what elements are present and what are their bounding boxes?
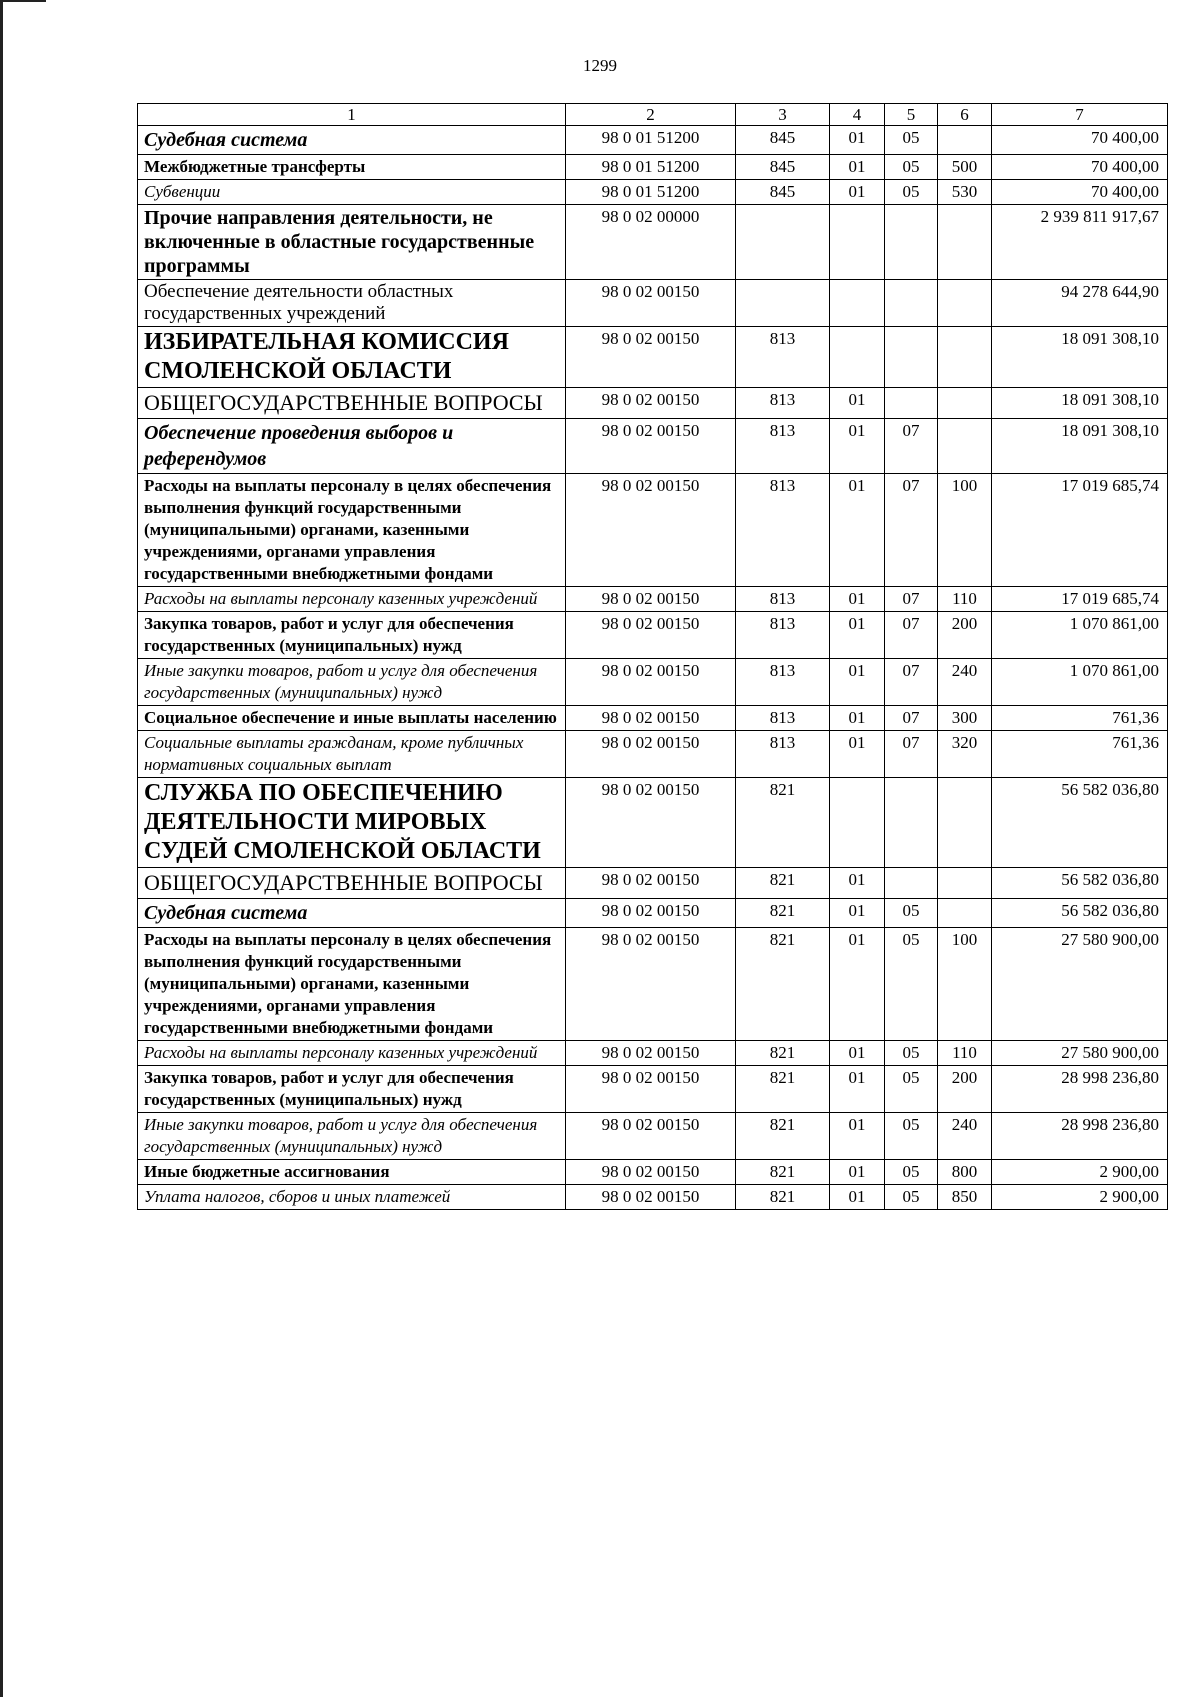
row-section-code: 01 bbox=[830, 868, 885, 899]
row-description: СЛУЖБА ПО ОБЕСПЕЧЕНИЮ ДЕЯТЕЛЬНОСТИ МИРОВЫХ СУДЕЙ СМОЛЕНСКОЙ ОБЛАСТИ bbox=[138, 778, 566, 868]
row-section-code: 01 bbox=[830, 731, 885, 778]
row-subsection-code bbox=[885, 778, 938, 868]
row-subsection-code: 07 bbox=[885, 587, 938, 612]
row-section-code: 01 bbox=[830, 612, 885, 659]
row-amount: 2 939 811 917,67 bbox=[992, 205, 1168, 280]
row-description: Иные закупки товаров, работ и услуг для обеспечения государственных (муниципальных) нужд bbox=[138, 659, 566, 706]
row-amount: 2 900,00 bbox=[992, 1185, 1168, 1210]
row-target-article: 98 0 02 00150 bbox=[566, 1041, 736, 1066]
row-target-article: 98 0 02 00150 bbox=[566, 1066, 736, 1113]
row-subsection-code bbox=[885, 205, 938, 280]
row-department-code: 821 bbox=[736, 1160, 830, 1185]
table-row bbox=[138, 1041, 1168, 1066]
row-department-code: 821 bbox=[736, 1185, 830, 1210]
row-amount: 17 019 685,74 bbox=[992, 587, 1168, 612]
row-description: Судебная система bbox=[138, 899, 566, 928]
row-amount: 2 900,00 bbox=[992, 1160, 1168, 1185]
row-target-article: 98 0 01 51200 bbox=[566, 155, 736, 180]
table-row bbox=[138, 706, 1168, 731]
row-amount: 28 998 236,80 bbox=[992, 1113, 1168, 1160]
row-description: Обеспечение деятельности областных государственных учреждений bbox=[138, 280, 566, 327]
row-department-code: 813 bbox=[736, 474, 830, 587]
row-subsection-code: 05 bbox=[885, 1113, 938, 1160]
row-target-article: 98 0 02 00150 bbox=[566, 778, 736, 868]
row-expense-type: 100 bbox=[938, 928, 992, 1041]
table-row bbox=[138, 1113, 1168, 1160]
row-description: Социальное обеспечение и иные выплаты населению bbox=[138, 706, 566, 731]
scan-top-mark bbox=[0, 0, 46, 2]
row-department-code: 821 bbox=[736, 899, 830, 928]
row-amount: 70 400,00 bbox=[992, 180, 1168, 205]
row-expense-type: 110 bbox=[938, 1041, 992, 1066]
row-description: Закупка товаров, работ и услуг для обеспечения государственных (муниципальных) нужд bbox=[138, 1066, 566, 1113]
row-amount: 18 091 308,10 bbox=[992, 419, 1168, 474]
header-cell-3: 3 bbox=[736, 104, 830, 126]
row-amount: 94 278 644,90 bbox=[992, 280, 1168, 327]
row-department-code: 813 bbox=[736, 659, 830, 706]
row-subsection-code: 05 bbox=[885, 180, 938, 205]
header-cell-5: 5 bbox=[885, 104, 938, 126]
row-section-code: 01 bbox=[830, 899, 885, 928]
row-expense-type bbox=[938, 419, 992, 474]
row-expense-type: 800 bbox=[938, 1160, 992, 1185]
row-department-code: 813 bbox=[736, 419, 830, 474]
row-target-article: 98 0 01 51200 bbox=[566, 126, 736, 155]
row-section-code: 01 bbox=[830, 474, 885, 587]
header-row bbox=[138, 104, 1168, 126]
row-amount: 70 400,00 bbox=[992, 126, 1168, 155]
row-department-code: 845 bbox=[736, 180, 830, 205]
row-target-article: 98 0 02 00150 bbox=[566, 612, 736, 659]
row-subsection-code: 07 bbox=[885, 474, 938, 587]
header-cell-7: 7 bbox=[992, 104, 1168, 126]
row-expense-type: 240 bbox=[938, 659, 992, 706]
row-subsection-code: 07 bbox=[885, 731, 938, 778]
row-department-code: 813 bbox=[736, 706, 830, 731]
row-target-article: 98 0 02 00150 bbox=[566, 731, 736, 778]
row-target-article: 98 0 02 00150 bbox=[566, 899, 736, 928]
row-expense-type bbox=[938, 327, 992, 388]
table-row bbox=[138, 899, 1168, 928]
row-target-article: 98 0 02 00150 bbox=[566, 928, 736, 1041]
row-subsection-code: 07 bbox=[885, 612, 938, 659]
row-target-article: 98 0 02 00150 bbox=[566, 474, 736, 587]
row-target-article: 98 0 02 00150 bbox=[566, 868, 736, 899]
row-expense-type: 100 bbox=[938, 474, 992, 587]
row-expense-type bbox=[938, 778, 992, 868]
row-description: ИЗБИРАТЕЛЬНАЯ КОМИССИЯ СМОЛЕНСКОЙ ОБЛАСТИ bbox=[138, 327, 566, 388]
row-description: Расходы на выплаты персоналу казенных учреждений bbox=[138, 587, 566, 612]
row-description: Расходы на выплаты персоналу казенных учреждений bbox=[138, 1041, 566, 1066]
row-description: Расходы на выплаты персоналу в целях обеспечения выполнения функций государственными (муниципальными) органами, казенными учреждениями, органами управления государственными внебюджетными фондами bbox=[138, 928, 566, 1041]
row-section-code: 01 bbox=[830, 659, 885, 706]
row-expense-type bbox=[938, 868, 992, 899]
table-row bbox=[138, 388, 1168, 419]
scan-left-border bbox=[0, 0, 3, 1697]
row-expense-type: 240 bbox=[938, 1113, 992, 1160]
row-subsection-code: 05 bbox=[885, 126, 938, 155]
table-row bbox=[138, 327, 1168, 388]
row-section-code: 01 bbox=[830, 1041, 885, 1066]
row-expense-type bbox=[938, 899, 992, 928]
row-department-code: 821 bbox=[736, 928, 830, 1041]
row-section-code: 01 bbox=[830, 1185, 885, 1210]
row-amount: 1 070 861,00 bbox=[992, 659, 1168, 706]
row-section-code: 01 bbox=[830, 928, 885, 1041]
row-expense-type: 530 bbox=[938, 180, 992, 205]
table-row bbox=[138, 126, 1168, 155]
row-amount: 18 091 308,10 bbox=[992, 388, 1168, 419]
row-section-code: 01 bbox=[830, 587, 885, 612]
table-row bbox=[138, 587, 1168, 612]
table-row bbox=[138, 474, 1168, 587]
row-subsection-code: 05 bbox=[885, 1160, 938, 1185]
row-department-code: 813 bbox=[736, 388, 830, 419]
row-target-article: 98 0 02 00150 bbox=[566, 587, 736, 612]
row-description: Иные бюджетные ассигнования bbox=[138, 1160, 566, 1185]
row-target-article: 98 0 02 00000 bbox=[566, 205, 736, 280]
row-department-code bbox=[736, 205, 830, 280]
row-section-code: 01 bbox=[830, 419, 885, 474]
row-description: Социальные выплаты гражданам, кроме публичных нормативных социальных выплат bbox=[138, 731, 566, 778]
row-amount: 761,36 bbox=[992, 731, 1168, 778]
row-amount: 17 019 685,74 bbox=[992, 474, 1168, 587]
row-section-code: 01 bbox=[830, 126, 885, 155]
row-department-code: 845 bbox=[736, 155, 830, 180]
row-department-code bbox=[736, 280, 830, 327]
page-number: 1299 bbox=[583, 56, 617, 75]
table-row bbox=[138, 419, 1168, 474]
row-section-code bbox=[830, 778, 885, 868]
row-subsection-code: 05 bbox=[885, 928, 938, 1041]
row-description: Прочие направления деятельности, не включенные в областные государственные программы bbox=[138, 205, 566, 280]
header-cell-1: 1 bbox=[138, 104, 566, 126]
row-expense-type bbox=[938, 205, 992, 280]
row-amount: 28 998 236,80 bbox=[992, 1066, 1168, 1113]
row-expense-type: 300 bbox=[938, 706, 992, 731]
row-amount: 18 091 308,10 bbox=[992, 327, 1168, 388]
row-department-code: 813 bbox=[736, 731, 830, 778]
row-subsection-code bbox=[885, 868, 938, 899]
row-target-article: 98 0 02 00150 bbox=[566, 1113, 736, 1160]
row-subsection-code bbox=[885, 388, 938, 419]
row-amount: 1 070 861,00 bbox=[992, 612, 1168, 659]
row-subsection-code: 07 bbox=[885, 659, 938, 706]
row-section-code bbox=[830, 205, 885, 280]
row-section-code: 01 bbox=[830, 706, 885, 731]
row-target-article: 98 0 02 00150 bbox=[566, 1185, 736, 1210]
row-amount: 56 582 036,80 bbox=[992, 899, 1168, 928]
table-row bbox=[138, 868, 1168, 899]
row-amount: 27 580 900,00 bbox=[992, 1041, 1168, 1066]
row-department-code: 821 bbox=[736, 868, 830, 899]
row-target-article: 98 0 01 51200 bbox=[566, 180, 736, 205]
row-subsection-code bbox=[885, 280, 938, 327]
row-amount: 761,36 bbox=[992, 706, 1168, 731]
row-expense-type: 200 bbox=[938, 612, 992, 659]
row-subsection-code: 07 bbox=[885, 706, 938, 731]
row-department-code: 821 bbox=[736, 1113, 830, 1160]
table-row bbox=[138, 280, 1168, 327]
row-subsection-code: 05 bbox=[885, 1066, 938, 1113]
row-department-code: 821 bbox=[736, 1041, 830, 1066]
row-section-code: 01 bbox=[830, 1160, 885, 1185]
row-subsection-code: 07 bbox=[885, 419, 938, 474]
row-description: Уплата налогов, сборов и иных платежей bbox=[138, 1185, 566, 1210]
row-target-article: 98 0 02 00150 bbox=[566, 280, 736, 327]
row-description: ОБЩЕГОСУДАРСТВЕННЫЕ ВОПРОСЫ bbox=[138, 388, 566, 419]
row-amount: 56 582 036,80 bbox=[992, 868, 1168, 899]
row-description: Иные закупки товаров, работ и услуг для обеспечения государственных (муниципальных) нужд bbox=[138, 1113, 566, 1160]
row-description: Закупка товаров, работ и услуг для обеспечения государственных (муниципальных) нужд bbox=[138, 612, 566, 659]
row-target-article: 98 0 02 00150 bbox=[566, 659, 736, 706]
row-target-article: 98 0 02 00150 bbox=[566, 1160, 736, 1185]
budget-table bbox=[137, 103, 1168, 1210]
row-description: Судебная система bbox=[138, 126, 566, 155]
row-expense-type: 110 bbox=[938, 587, 992, 612]
row-department-code: 821 bbox=[736, 778, 830, 868]
row-expense-type: 500 bbox=[938, 155, 992, 180]
header-cell-4: 4 bbox=[830, 104, 885, 126]
row-subsection-code: 05 bbox=[885, 1185, 938, 1210]
row-target-article: 98 0 02 00150 bbox=[566, 327, 736, 388]
table-row bbox=[138, 778, 1168, 868]
row-department-code: 845 bbox=[736, 126, 830, 155]
row-amount: 56 582 036,80 bbox=[992, 778, 1168, 868]
table-row bbox=[138, 1066, 1168, 1113]
row-subsection-code: 05 bbox=[885, 1041, 938, 1066]
row-target-article: 98 0 02 00150 bbox=[566, 706, 736, 731]
row-section-code: 01 bbox=[830, 180, 885, 205]
row-section-code: 01 bbox=[830, 1066, 885, 1113]
row-section-code: 01 bbox=[830, 155, 885, 180]
row-section-code: 01 bbox=[830, 388, 885, 419]
row-amount: 70 400,00 bbox=[992, 155, 1168, 180]
row-department-code: 813 bbox=[736, 327, 830, 388]
table-row bbox=[138, 1185, 1168, 1210]
row-description: Субвенции bbox=[138, 180, 566, 205]
row-amount: 27 580 900,00 bbox=[992, 928, 1168, 1041]
row-expense-type: 850 bbox=[938, 1185, 992, 1210]
row-department-code: 821 bbox=[736, 1066, 830, 1113]
row-description: Расходы на выплаты персоналу в целях обеспечения выполнения функций государственными (муниципальными) органами, казенными учреждениями, органами управления государственными внебюджетными фондами bbox=[138, 474, 566, 587]
row-expense-type bbox=[938, 280, 992, 327]
table-row bbox=[138, 731, 1168, 778]
row-target-article: 98 0 02 00150 bbox=[566, 388, 736, 419]
table-row bbox=[138, 155, 1168, 180]
row-subsection-code: 05 bbox=[885, 899, 938, 928]
table-row bbox=[138, 612, 1168, 659]
row-description: Обеспечение проведения выборов и референдумов bbox=[138, 419, 566, 474]
row-section-code bbox=[830, 327, 885, 388]
table-row bbox=[138, 659, 1168, 706]
header-cell-2: 2 bbox=[566, 104, 736, 126]
table-row bbox=[138, 1160, 1168, 1185]
row-expense-type: 320 bbox=[938, 731, 992, 778]
table-row bbox=[138, 180, 1168, 205]
row-subsection-code bbox=[885, 327, 938, 388]
row-expense-type bbox=[938, 126, 992, 155]
row-department-code: 813 bbox=[736, 612, 830, 659]
row-description: Межбюджетные трансферты bbox=[138, 155, 566, 180]
row-section-code bbox=[830, 280, 885, 327]
table-row bbox=[138, 205, 1168, 280]
row-target-article: 98 0 02 00150 bbox=[566, 419, 736, 474]
row-subsection-code: 05 bbox=[885, 155, 938, 180]
row-description: ОБЩЕГОСУДАРСТВЕННЫЕ ВОПРОСЫ bbox=[138, 868, 566, 899]
header-cell-6: 6 bbox=[938, 104, 992, 126]
table-row bbox=[138, 928, 1168, 1041]
row-section-code: 01 bbox=[830, 1113, 885, 1160]
row-expense-type bbox=[938, 388, 992, 419]
row-department-code: 813 bbox=[736, 587, 830, 612]
row-expense-type: 200 bbox=[938, 1066, 992, 1113]
